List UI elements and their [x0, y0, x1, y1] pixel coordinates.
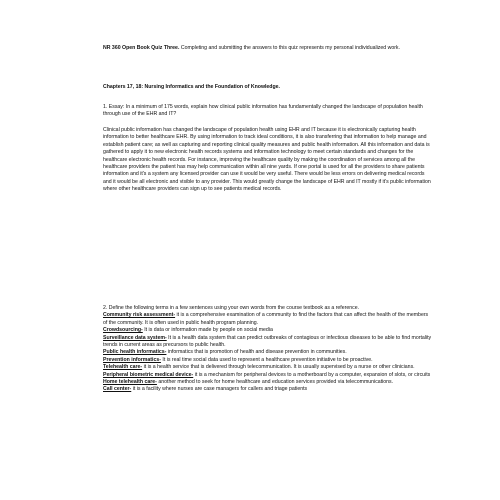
- term-label: Peripheral biometric medical device-: [103, 371, 194, 378]
- question-1-answer: Clinical public information has changed the landscape of population health using EHR and IT because it is electronically capturing health information to better healthcare EHR. By using information to track ideal conditions, it is also transferring that information to help manage and establish patient care; as well as capturing and reporting clinical quality measures and public health information. All this information and data is gathered to apply it to new electronic health records systems and information technology to meet certain standards and changes for the healthcare electronic health records. For instance, improving the healthcare quality by making the coordination of services among all the healthcare providers the patient has may help communication within all nine yards. If one portal is used for all the providers to share patients information and it's a system any licensed provider can use it would be very useful. There would be less errors on delivering medical records and it would be all electronic and visible to any provider. This would greatly change the landscape of EHR and IT mostly if it's public information where other healthcare providers can sign up to see patients medical records.: [103, 127, 431, 193]
- question-2-prompt: 2. Define the following terms in a few sentences using your own words from the course textbook as a reference.: [103, 305, 360, 311]
- term-definition: It is a health data system that can predict outbreaks of contagious or infectious diseases to be able to find mortality trends in current areas as precursors to public health.: [103, 334, 432, 349]
- quiz-title: NR 360 Open Book Quiz Three.: [103, 45, 180, 51]
- term-entry: [103, 386, 433, 393]
- term-definition: it is a health service that is delivered through telecommunication. It is usually supervised by a nurse or other clinicians.: [142, 364, 415, 371]
- question-1-prompt: 1. Essay: In a minimum of 175 words, explain how clinical public information has fundamentally changed the landscape of population health through use of the EHR and IT?: [103, 104, 423, 118]
- term-label: Telehealth care-: [103, 364, 143, 371]
- term-entry: [103, 357, 433, 364]
- term-label: Call center-: [103, 386, 132, 393]
- term-entry: [103, 379, 433, 386]
- term-label: Home telehealth care-: [103, 379, 157, 386]
- term-label: Crowdsourcing-: [103, 327, 143, 334]
- term-definition: it is a facility where nurses are case managers for callers and triage patients: [131, 386, 308, 393]
- term-entry: [103, 364, 433, 371]
- term-entry: [103, 335, 433, 350]
- term-label: Community risk assessment-: [103, 312, 176, 319]
- term-entry: [103, 312, 433, 327]
- term-definition: informatics that is promotion of health and disease prevention in communities.: [166, 349, 347, 356]
- term-definition: it is a mechanism for peripheral devices to a motherboard by a computer, expansion of slots, or circuits: [193, 371, 431, 378]
- term-definition: It is real time social data used to represent a healthcare prevention initiative to be proactive.: [160, 356, 373, 363]
- question-2: [103, 305, 433, 394]
- term-entry: [103, 327, 433, 334]
- term-definition: It is data or information made by people on social media: [142, 327, 273, 334]
- term-entry: [103, 349, 433, 356]
- term-label: Public health informatics-: [103, 349, 167, 356]
- term-label: Surveillance data system-: [103, 334, 167, 341]
- quiz-header: [103, 45, 433, 52]
- chapters-heading: Chapters 17, 18: Nursing Informatics and the Foundation of Knowledge.: [103, 84, 280, 90]
- term-label: Prevention informatics-: [103, 356, 161, 363]
- term-definition: another method to seek for home healthcare and education services provided via telecommunications.: [156, 379, 394, 386]
- quiz-statement: Completing and submitting the answers to this quiz represents my personal individualized work.: [179, 45, 400, 51]
- term-definition: it is a comprehensive examination of a community to find the factors that can affect the health of the members of the community. It is often used in public health program planning.: [103, 312, 429, 326]
- term-entry: [103, 372, 433, 379]
